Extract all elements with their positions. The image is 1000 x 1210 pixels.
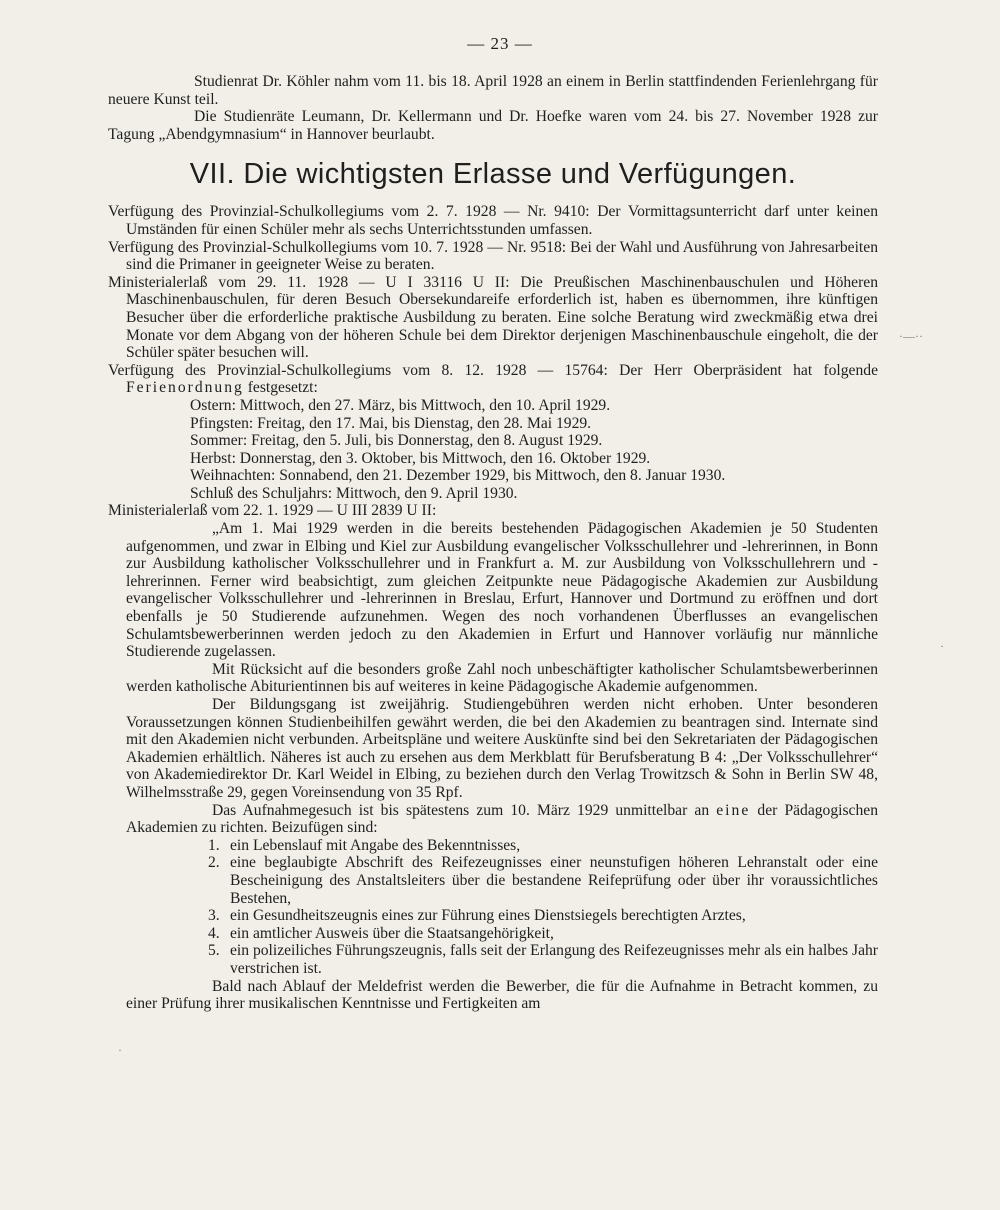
margin-mark: · — [940, 639, 944, 653]
ferienordnung-intro: Verfügung des Provinzial-Schulkollegiums vom 8. 12. 1928 — 15764: Der Herr Oberpräsident hat folgende — [108, 361, 878, 379]
application-item-text: ein amtlicher Ausweis über die Staatsangehörigkeit, — [230, 924, 554, 942]
application-intro: Das Aufnahmegesuch ist bis spätestens zum 10. März 1929 unmittelbar an — [212, 801, 717, 819]
holiday-item: Sommer: Freitag, den 5. Juli, bis Donnerstag, den 8. August 1929. — [190, 432, 603, 450]
application-item-text: ein Lebenslauf mit Angabe des Bekenntnisses, — [230, 836, 521, 854]
intro-paragraph: Studienrat Dr. Köhler nahm vom 11. bis 18. April 1928 an einem in Berlin stattfindenden Ferienlehrgang für neuere Kunst teil. — [108, 73, 878, 108]
decree-entry: Verfügung des Provinzial-Schulkollegiums vom 10. 7. 1928 — Nr. 9518: Bei der Wahl und Ausführung von Jahresarbeiten sind die Primaner in geeigneter Weise zu beraten. — [108, 238, 878, 274]
application-item — [208, 837, 878, 855]
decree-entry: Verfügung des Provinzial-Schulkollegiums vom 2. 7. 1928 — Nr. 9410: Der Vormittagsunterricht darf unter keinen Umständen für einen Schüler mehr als sechs Unterrichtsstunden umfassen. — [108, 203, 878, 238]
section-title: VII. Die wichtigsten Erlasse und Verfügungen. — [189, 158, 797, 191]
ministerial-paragraph: Der Bildungsgang ist zweijährig. Studiengebühren werden nicht erhoben. Unter besonderen Voraussetzungen können Studienbeihilfen gewährt werden, die bei den Akademien zu beantragen sind. Internate sind mit den Akademien nicht verbunden. Arbeitspläne und weitere Auskünfte sind bei den Sekretariaten der Pädagogischen Akademien erhältlich. Näheres ist auch zu ersehen aus dem Merkblatt für Berufsberatung B 4: „Der Volksschullehrer“ von Akademiedirektor Dr. Karl Weidel in Elbing, zu beziehen durch den Verlag Trowitzsch & Sohn in Berlin SW 48, Wilhelmsstraße 29, gegen Voreinsendung von 35 Rpf. — [126, 696, 878, 801]
decree-entry: Ministerialerlaß vom 29. 11. 1928 — U I 33116 U II: Die Preußischen Maschinenbauschulen und Höheren Maschinenbauschulen, für deren Besuch Obersekundareife erforderlich ist, haben es übernommen, ihre künftigen Besucher über die erforderliche praktische Ausbildung zu beraten. Eine solche Beratung wird zweckmäßig etwa drei Monate vor dem Abgang von der höheren Schule bei dem Direktor derjenigen Maschinenbauschule eingeholt, die der Schüler später besuchen will. — [108, 273, 878, 362]
intro-paragraph: Die Studienräte Leumann, Dr. Kellermann und Dr. Hoefke waren vom 24. bis 27. November 1928 zur Tagung „Abendgymnasium“ in Hannover beurlaubt. — [108, 108, 878, 143]
holiday-item: Ostern: Mittwoch, den 27. März, bis Mittwoch, den 10. April 1929. — [190, 396, 611, 414]
ministerial-paragraph: Mit Rücksicht auf die besonders große Zahl noch unbeschäftigter katholischer Schulamtsbewerberinnen werden katholische Abiturientinnen bis auf weiteres in keine Pädagogische Akademie aufgenommen. — [126, 660, 878, 696]
final-paragraph: Bald nach Ablauf der Meldefrist werden die Bewerber, die für die Aufnahme in Betracht kommen, zu einer Prüfung ihrer musikalischen Kenntnisse und Fertigkeiten am — [126, 977, 878, 1013]
application-item — [208, 907, 878, 925]
application-item-number: 5. — [208, 942, 220, 960]
application-item-number: 3. — [208, 907, 220, 925]
application-item — [208, 854, 878, 907]
holiday-item: Weihnachten: Sonnabend, den 21. Dezember 1929, bis Mittwoch, den 8. Januar 1930. — [190, 467, 726, 485]
application-list — [126, 837, 878, 978]
holiday-schedule — [108, 397, 878, 503]
application-item-text: eine beglaubigte Abschrift des Reifezeugnisses einer neunstufigen höheren Lehranstalt oder eine Bescheinigung des Anstaltsleiters über die bestandene Reifeprüfung oder über ihr voraussichtliches Bestehen, — [230, 854, 878, 907]
application-item — [208, 925, 878, 943]
holiday-item: Schluß des Schuljahrs: Mittwoch, den 9. April 1930. — [190, 484, 518, 502]
ferienordnung-word: Ferienordnung — [126, 379, 244, 397]
page-content — [108, 73, 878, 1013]
ministerial-header: Ministerialerlaß vom 22. 1. 1929 — U III 2839 U II: — [108, 502, 437, 520]
page-number: — 23 — — [467, 34, 533, 53]
application-item-number: 4. — [208, 924, 220, 942]
ministerial-paragraph: „Am 1. Mai 1929 werden in die bereits bestehenden Pädagogischen Akademien je 50 Studenten aufgenommen, und zwar in Elbing und Kiel zur Ausbildung evangelischer Volksschullehrer und -lehrerinnen, in Bonn zur Ausbildung katholischer Volksschullehrer und in Frankfurt a. M. zur Ausbildung von Volksschullehrern und -lehrerinnen. Ferner wird beabsichtigt, zum gleichen Zeitpunkte neue Pädagogische Akademien zur Ausbildung evangelischer Volksschullehrer und -lehrerinnen in Breslau, Erfurt, Hannover und Dortmund zu eröffnen und dort ebenfalls je 50 Studierende aufzunehmen. Wegen des noch vorhandenen Überflusses an evangelischen Schulamtsbewerberinnen werden jedoch zu den Akademien in Erfurt und Hannover vorläufig nur männliche Studierende zugelassen. — [126, 520, 878, 661]
application-paragraph — [126, 802, 878, 837]
holiday-item: Herbst: Donnerstag, den 3. Oktober, bis Mittwoch, den 16. Oktober 1929. — [190, 449, 651, 467]
application-item — [208, 942, 878, 977]
ferienordnung-intro-end: festgesetzt: — [243, 379, 318, 397]
application-item-text: ein polizeiliches Führungszeugnis, falls seit der Erlangung des Reifezeugnisses mehr als ein halbes Jahr verstrichen ist. — [230, 942, 878, 977]
ferienordnung-entry — [108, 362, 878, 397]
margin-mark: · — [118, 1043, 122, 1057]
application-item-text: ein Gesundheitszeugnis eines zur Führung eines Dienstsiegels berechtigten Arztes, — [230, 907, 746, 925]
application-item-number: 2. — [208, 854, 220, 872]
margin-mark: ·—·· — [899, 329, 923, 343]
holiday-item: Pfingsten: Freitag, den 17. Mai, bis Dienstag, den 28. Mai 1929. — [190, 414, 592, 432]
application-intro-end: der Pädagogischen Akademien zu richten. Beizufügen sind: — [126, 801, 878, 837]
ministerial-quote — [108, 520, 878, 1013]
application-item-number: 1. — [208, 836, 220, 854]
application-word: eine — [716, 801, 751, 819]
